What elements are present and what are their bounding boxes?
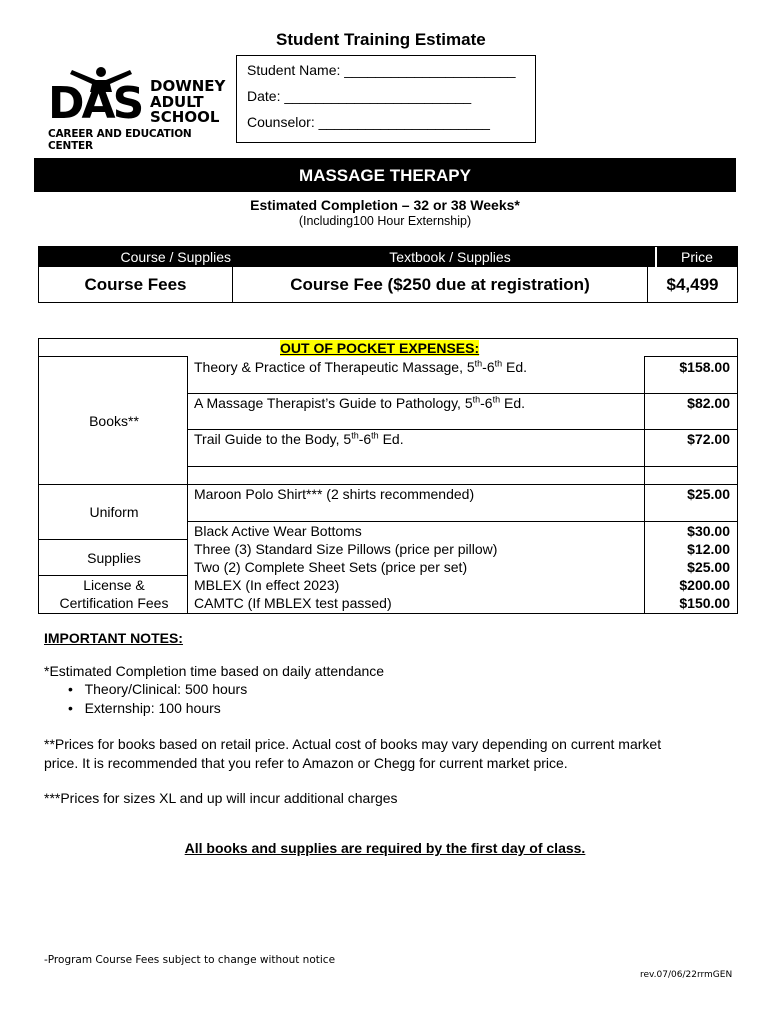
category-license-line2: Certification Fees	[59, 595, 169, 611]
date-field[interactable]: Date: ________________________	[247, 88, 472, 104]
item-mblex: MBLEX (In effect 2023)	[194, 577, 340, 593]
course-fee-description: Course Fee ($250 due at registration)	[290, 275, 590, 294]
counselor-field[interactable]: Counselor: ______________________	[247, 114, 490, 130]
price-pathology-guide: $82.00	[687, 395, 730, 411]
logo-mark: DAS	[48, 78, 142, 129]
logo-name	[150, 79, 225, 126]
completion-note: *Estimated Completion time based on daily attendance	[44, 663, 385, 679]
header-textbook-supplies: Textbook / Supplies	[245, 247, 655, 267]
sizes-note: ***Prices for sizes XL and up will incur additional charges	[44, 790, 398, 806]
fee-change-disclaimer: -Program Course Fees subject to change without notice	[44, 954, 336, 966]
student-name-field[interactable]: Student Name: ______________________	[247, 62, 516, 78]
program-banner: MASSAGE THERAPY	[34, 158, 736, 192]
category-books: Books**	[89, 413, 139, 429]
price-theory-practice: $158.00	[679, 359, 730, 375]
price-sheet-sets: $25.00	[687, 559, 730, 575]
logo-name-line3: SCHOOL	[150, 108, 220, 126]
item-trail-guide: Trail Guide to the Body, 5th-6th Ed.	[194, 430, 404, 447]
category-uniform: Uniform	[89, 504, 139, 520]
price-mblex: $200.00	[679, 577, 730, 593]
revision-code: rev.07/06/22rrmGEN	[640, 970, 733, 980]
item-pathology-guide: A Massage Therapist’s Guide to Pathology, 5th-6th Ed.	[194, 394, 526, 411]
item-polo-shirt: Maroon Polo Shirt*** (2 shirts recommended)	[194, 486, 475, 502]
school-logo	[46, 68, 228, 152]
course-fee-price: $4,499	[666, 275, 719, 294]
books-price-note-line2: price. It is recommended that you refer to Amazon or Chegg for current market price.	[44, 755, 568, 771]
logo-name-line2: ADULT	[150, 92, 204, 111]
course-fees-label: Course Fees	[84, 275, 187, 294]
price-active-bottoms: $30.00	[687, 523, 730, 539]
price-polo-shirt: $25.00	[687, 486, 730, 502]
bullet-externship: • Externship: 100 hours	[68, 700, 221, 716]
student-info-box	[236, 55, 536, 143]
bullet-theory-clinical: • Theory/Clinical: 500 hours	[68, 681, 248, 697]
price-pillows: $12.00	[687, 541, 730, 557]
required-supplies-note: All books and supplies are required by the first day of class.	[184, 840, 586, 856]
books-price-note-line1: **Prices for books based on retail price. Actual cost of books may vary depending on current market	[44, 736, 662, 752]
category-supplies: Supplies	[87, 550, 141, 566]
important-notes-heading: IMPORTANT NOTES:	[44, 630, 183, 646]
price-trail-guide: $72.00	[687, 431, 730, 447]
item-theory-practice: Theory & Practice of Therapeutic Massage, 5th-6th Ed.	[194, 358, 528, 375]
header-course-supplies: Course / Supplies	[39, 247, 245, 267]
item-sheet-sets: Two (2) Complete Sheet Sets (price per set)	[194, 559, 468, 575]
logo-subtitle: CAREER AND EDUCATION CENTER	[48, 128, 192, 152]
header-price: Price	[657, 247, 737, 267]
item-active-bottoms: Black Active Wear Bottoms	[194, 523, 362, 539]
completion-estimate: Estimated Completion – 32 or 38 Weeks*	[250, 197, 520, 213]
logo-name-line1: DOWNEY	[150, 77, 226, 95]
price-camtc: $150.00	[679, 595, 730, 611]
course-fee-table	[38, 246, 738, 303]
category-license-line1: License &	[83, 577, 145, 593]
page-title: Student Training Estimate	[276, 30, 486, 49]
item-pillows: Three (3) Standard Size Pillows (price per pillow)	[194, 541, 498, 557]
expenses-table	[38, 338, 738, 614]
out-of-pocket-heading: OUT OF POCKET EXPENSES:	[280, 340, 480, 356]
item-camtc: CAMTC (If MBLEX test passed)	[194, 595, 392, 611]
externship-note: (Including100 Hour Externship)	[298, 214, 472, 228]
